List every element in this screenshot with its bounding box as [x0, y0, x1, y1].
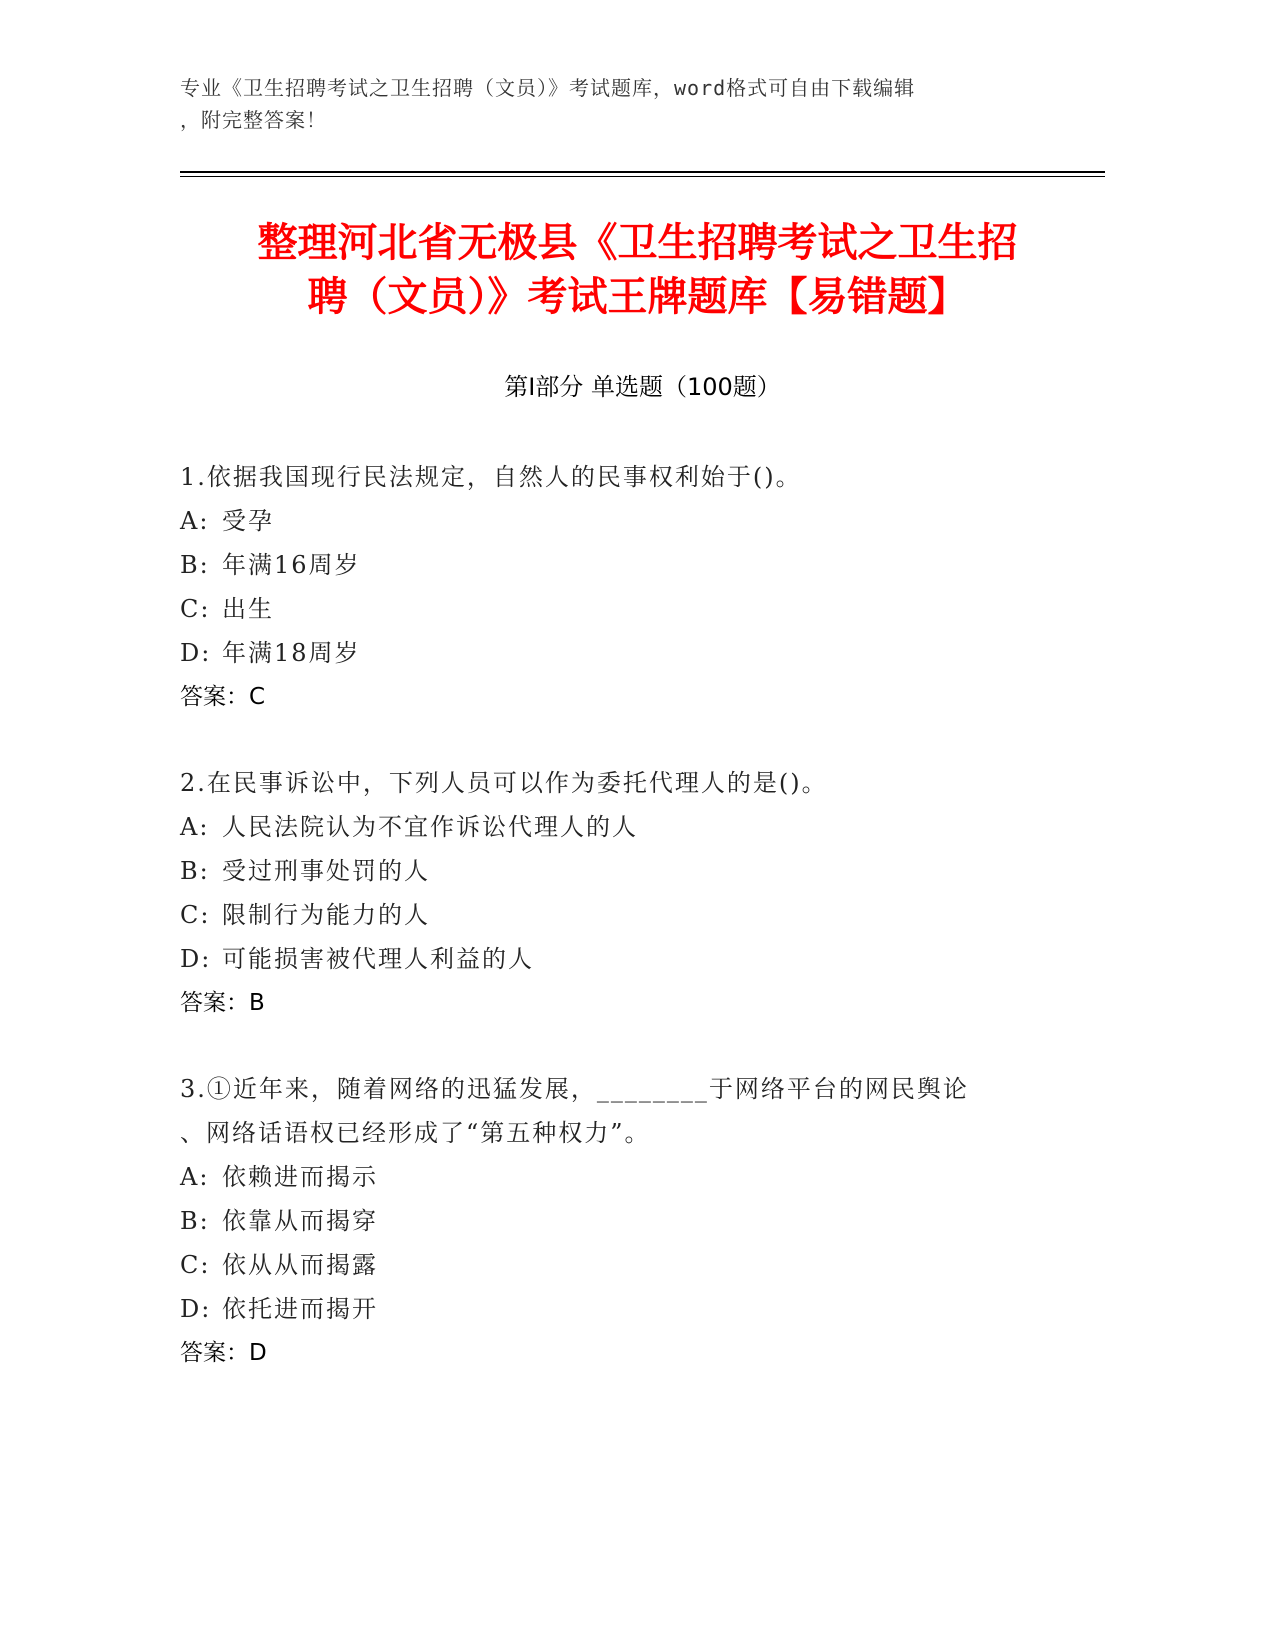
option-a: [180, 805, 1105, 849]
question-stem: 2.在民事诉讼中，下列人员可以作为委托代理人的是()。: [180, 769, 828, 797]
header-divider-thin: [180, 176, 1105, 177]
option-b: [180, 849, 1105, 893]
option-text: 依托进而揭开: [222, 1295, 378, 1323]
option-label: D:: [180, 1295, 212, 1323]
option-text: 人民法院认为不宜作诉讼代理人的人: [222, 813, 638, 841]
option-b: [180, 1199, 1105, 1243]
question-stem-line2: 、网络话语权已经形成了“第五种权力”。: [180, 1119, 651, 1147]
header-note-line2: ，附完整答案！: [180, 108, 327, 132]
section-title: 第Ⅰ部分 单选题（100题）: [504, 373, 781, 401]
option-text: 依赖进而揭示: [222, 1163, 378, 1191]
option-label: D:: [180, 945, 212, 973]
option-text: 年满18周岁: [222, 639, 361, 667]
option-label: D:: [180, 639, 212, 667]
option-text: 年满16周岁: [222, 551, 361, 579]
question-stem: 1.依据我国现行民法规定，自然人的民事权利始于()。: [180, 463, 802, 491]
header-divider-thick: [180, 171, 1105, 173]
question-3: [180, 1067, 1105, 1375]
option-c: [180, 587, 1105, 631]
header-note-line1: 专业《卫生招聘考试之卫生招聘（文员）》考试题库，word格式可自由下载编辑: [180, 76, 916, 100]
answer: 答案：B: [180, 990, 265, 1016]
option-text: 出生: [222, 595, 274, 623]
option-a: [180, 1155, 1105, 1199]
option-label: A:: [180, 1163, 210, 1191]
option-text: 依从从而揭露: [222, 1251, 378, 1279]
option-label: A:: [180, 507, 210, 535]
option-d: [180, 631, 1105, 675]
option-label: A:: [180, 813, 210, 841]
question-list: [180, 455, 1105, 1417]
option-text: 受过刑事处罚的人: [222, 857, 430, 885]
option-b: [180, 543, 1105, 587]
answer: 答案：D: [180, 1340, 267, 1366]
question-1: [180, 455, 1105, 719]
document-title: [170, 216, 1105, 324]
option-d: [180, 937, 1105, 981]
document-title-line2: 聘（文员）》考试王牌题库【易错题】: [307, 274, 968, 320]
option-text: 受孕: [222, 507, 274, 535]
option-label: C:: [180, 1251, 211, 1279]
answer: 答案：C: [180, 684, 266, 710]
option-a: [180, 499, 1105, 543]
option-label: C:: [180, 901, 211, 929]
option-d: [180, 1287, 1105, 1331]
option-label: C:: [180, 595, 211, 623]
header-note: [180, 72, 1040, 136]
option-text: 可能损害被代理人利益的人: [222, 945, 534, 973]
option-label: B:: [180, 551, 210, 579]
option-c: [180, 1243, 1105, 1287]
option-text: 限制行为能力的人: [222, 901, 430, 929]
option-label: B:: [180, 857, 210, 885]
option-label: B:: [180, 1207, 210, 1235]
question-2: [180, 761, 1105, 1025]
question-stem-line1: 3.①近年来，随着网络的迅猛发展，________于网络平台的网民舆论: [180, 1075, 969, 1103]
option-c: [180, 893, 1105, 937]
document-title-line1: 整理河北省无极县《卫生招聘考试之卫生招: [257, 220, 1018, 266]
option-text: 依靠从而揭穿: [222, 1207, 378, 1235]
